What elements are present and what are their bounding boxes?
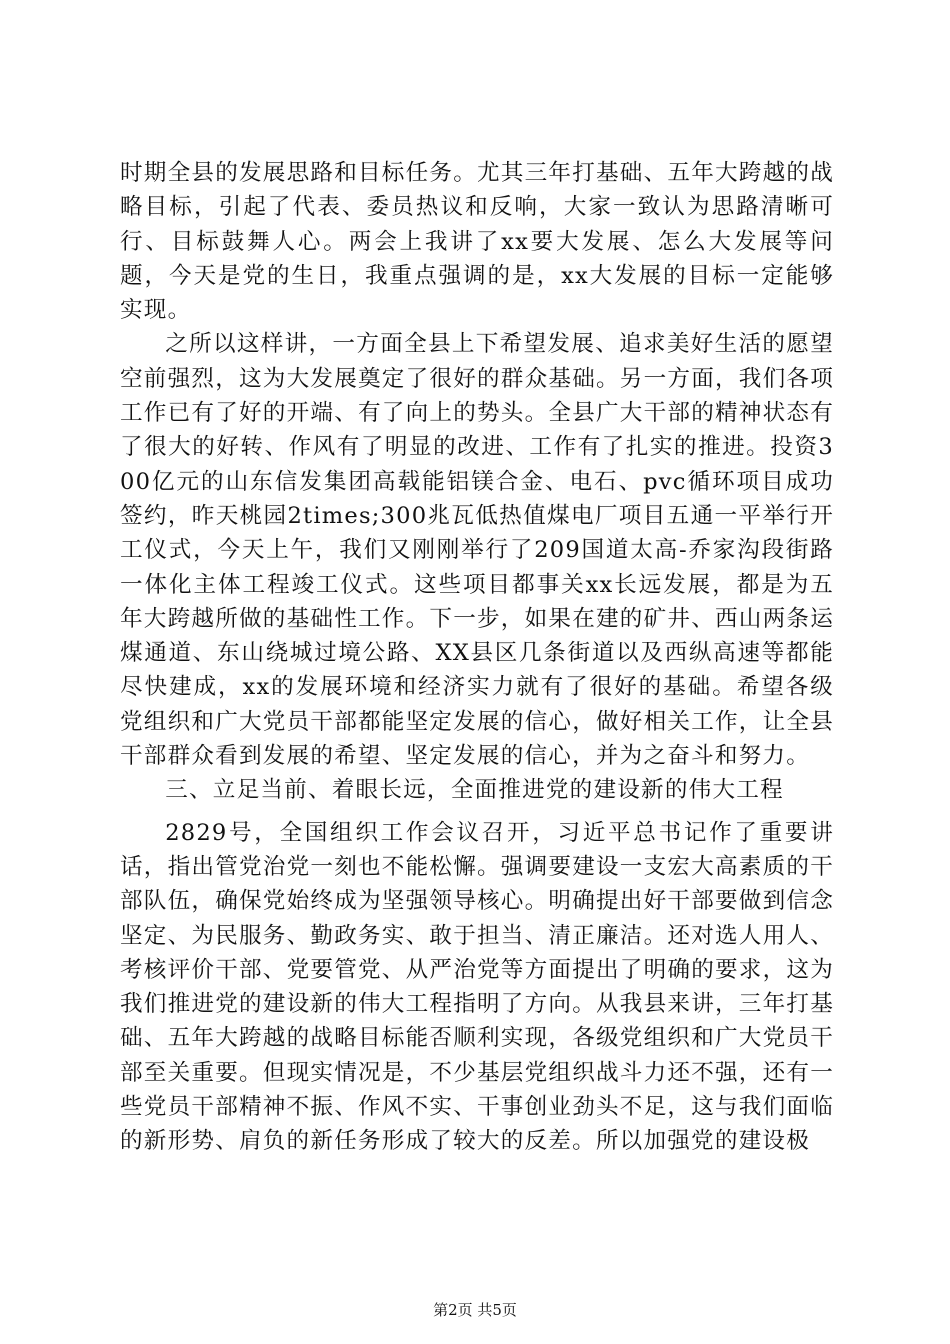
section-heading: 三、立足当前、着眼长远，全面推进党的建设新的伟大工程 (165, 777, 784, 804)
page-number-footer: 第2页 共5页 (433, 1301, 517, 1319)
paragraph-party-building: 2829号，全国组织工作会议召开，习近平总书记作了重要讲话，指出管党治党一刻也不能松懈。强调要建设一支宏大高素质的干部队伍，确保党始终成为坚强领导核心。明确提出好干部要做到信念坚定、为民服务、勤政务实、敢于担当、清正廉洁。还对选人用人、考核评价干部、党要管党、从严治党等方面提出了明确的要求，这为我们推进党的建设新的伟大工程指明了方向。从我县来讲，三年打基础、五年大跨越的战略目标能否顺利实现，各级党组织和广大党员干部至关重要。但现实情况是，不少基层党组织战斗力还不强，还有一些党员干部精神不振、作风不实、干事创业劲头不足，这与我们面临的新形势、肩负的新任务形成了较大的反差。所以加强党的建设极 (120, 819, 834, 1155)
paragraph-continuation: 时期全县的发展思路和目标任务。尤其三年打基础、五年大跨越的战略目标，引起了代表、委员热议和反响，大家一致认为思路清晰可行、目标鼓舞人心。两会上我讲了xx要大发展、怎么大发展等问题，今天是党的生日，我重点强调的是，xx大发展的目标一定能够实现。 (120, 160, 834, 324)
document-body (120, 156, 834, 1159)
paragraph-development: 之所以这样讲，一方面全县上下希望发展、追求美好生活的愿望空前强烈，这为大发展奠定了很好的群众基础。另一方面，我们各项工作已有了好的开端、有了向上的势头。全县广大干部的精神状态有了很大的好转、作风有了明显的改进、工作有了扎实的推进。投资300亿元的山东信发集团高载能铝镁合金、电石、pvc循环项目成功签约，昨天桃园2times;300兆瓦低热值煤电厂项目五通一平举行开工仪式，今天上午，我们又刚刚举行了209国道太高-乔家沟段街路一体化主体工程竣工仪式。这些项目都事关xx长远发展，都是为五年大跨越所做的基础性工作。下一步，如果在建的矿井、西山两条运煤通道、东山绕城过境公路、XX县区几条街道以及西纵高速等都能尽快建成，xx的发展环境和经济实力就有了很好的基础。希望各级党组织和广大党员干部都能坚定发展的信心，做好相关工作，让全县干部群众看到发展的希望、坚定发展的信心，并为之奋斗和努力。 (120, 331, 834, 770)
